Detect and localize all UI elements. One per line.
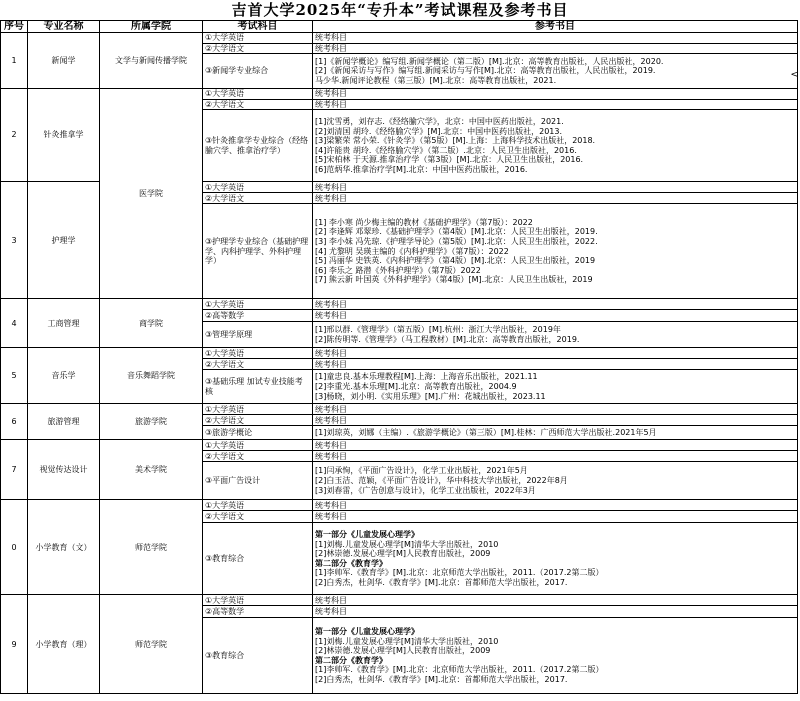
exam-subject: ①大学英语: [203, 33, 313, 44]
reference-line: [4]许能贵 胡玲.《经络腧穴学》（第二版）.北京：人民卫生出版社，2016.: [315, 145, 577, 155]
reference-line: 第一部分《儿童发展心理学》: [315, 627, 419, 637]
table-row: [1, 299, 798, 310]
row-number: 5: [1, 348, 28, 404]
reference-line: 马少华.新闻评论教程（第三版）[M].北京：高等教育出版社，2021.: [315, 75, 557, 85]
college-name: 旅游学院: [100, 404, 203, 440]
reference-line: 第一部分《儿童发展心理学》: [315, 530, 419, 540]
reference-books: [313, 99, 798, 110]
reference-line: [2]林崇德.发展心理学[M]人民教育出版社，2009: [315, 646, 491, 656]
header-college: 所属学院: [100, 21, 203, 33]
reference-line: [2]白秀杰，杜剑华.《教育学》[M].北京：首都师范大学出版社，2017.: [315, 578, 568, 588]
reference-line: [1]刘梅.儿童发展心理学[M]清华大学出版社，2010: [315, 636, 499, 646]
major-name: 针灸推拿学: [28, 89, 100, 182]
reference-books: [313, 618, 798, 694]
exam-subject: ①大学英语: [203, 182, 313, 193]
reference-line: 统考科目: [315, 311, 347, 321]
table-body: [1, 33, 798, 694]
reference-line: [3]梁繁荣 常小荣.《针灸学》（第5版）[M].上海：上海科学技术出版社，2018.: [315, 136, 596, 146]
reference-line: [1]沈雪勇，刘存志.《经络腧穴学》，北京：中国中医药出版社，2021.: [315, 117, 564, 127]
header-major: 专业名称: [28, 21, 100, 33]
reference-books: [313, 370, 798, 404]
reference-line: [3] 李小妹 冯先琼.《护理学导论》（第5版）[M].北京：人民卫生出版社，2022.: [315, 236, 598, 246]
college-name: 医学院: [100, 89, 203, 299]
exam-subject: ③护理学专业综合（基础护理学、内科护理学、外科护理学）: [203, 204, 313, 299]
exam-subject: ③基础乐理 加试专业技能考核: [203, 370, 313, 404]
exam-subject: ③新闻学专业综合: [203, 54, 313, 89]
row-number: 3: [1, 182, 28, 299]
reference-books: [313, 606, 798, 618]
major-name: 视觉传达设计: [28, 440, 100, 500]
header-subject: 考试科目: [203, 21, 313, 33]
reference-line: 第二部分《教育学》: [315, 558, 387, 568]
reference-books: [313, 595, 798, 606]
college-name: 美术学院: [100, 440, 203, 500]
reference-books: [313, 462, 798, 500]
reference-line: 统考科目: [315, 440, 347, 450]
reference-books: [313, 110, 798, 182]
reference-line: [6]范炳华.推拿治疗学[M].北京：中国中医药出版社，2016.: [315, 165, 528, 175]
reference-line: [1]李帅军.《教育学》[M].北京：北京师范大学出版社，2011.（2017.2第二版）: [315, 568, 604, 578]
reference-books: [313, 415, 798, 426]
reference-books: [313, 359, 798, 370]
major-name: 小学教育（理）: [28, 595, 100, 694]
exam-subject: ①大学英语: [203, 595, 313, 606]
reference-line: 统考科目: [315, 182, 347, 192]
reference-books: [313, 182, 798, 193]
reference-line: [2]刘清国 胡玲.《经络腧穴学》[M].北京：中国中医药出版社，2013.: [315, 126, 563, 136]
table-row: [1, 33, 798, 44]
reference-line: 统考科目: [315, 299, 347, 309]
reference-line: 统考科目: [315, 89, 347, 99]
exam-subject: ②大学语文: [203, 43, 313, 54]
exam-subject: ②大学语文: [203, 193, 313, 204]
reference-books: [313, 33, 798, 44]
exam-subject: ①大学英语: [203, 404, 313, 415]
reference-line: 统考科目: [315, 193, 347, 203]
reference-line: 统考科目: [315, 359, 347, 369]
exam-subject: ③管理学原理: [203, 322, 313, 348]
exam-subject: ①大学英语: [203, 348, 313, 359]
reference-line: [1]童忠良.基本乐理教程[M].上海：上海音乐出版社，2021.11: [315, 372, 538, 382]
exam-subject: ②大学语文: [203, 511, 313, 523]
reference-books: [313, 404, 798, 415]
reference-books: [313, 511, 798, 523]
reference-books: [313, 523, 798, 595]
major-name: 旅游管理: [28, 404, 100, 440]
reference-line: 统考科目: [315, 500, 347, 510]
table-row: [1, 500, 798, 511]
row-number: 4: [1, 299, 28, 348]
reference-books: [313, 426, 798, 440]
exam-subject: ②高等数学: [203, 310, 313, 322]
reference-books: [313, 299, 798, 310]
reference-books: [313, 54, 798, 89]
reference-line: [2]陈传明等.《管理学》（马工程教材）[M].北京：高等教育出版社，2019.: [315, 334, 580, 344]
college-name: 文学与新闻传播学院: [100, 33, 203, 89]
exam-subject: ①大学英语: [203, 299, 313, 310]
reference-line: [3]刘春雷，《广告创意与设计》，化学工业出版社，2022年3月: [315, 485, 536, 495]
header-reference: 参考书目: [313, 21, 798, 33]
major-name: 工商管理: [28, 299, 100, 348]
reference-line: 统考科目: [315, 348, 347, 358]
table-row: [1, 595, 798, 606]
reference-line: [1]刘梅.儿童发展心理学[M]清华大学出版社，2010: [315, 539, 499, 549]
college-name: 师范学院: [100, 500, 203, 595]
row-number: 9: [1, 595, 28, 694]
table-row: [1, 89, 798, 100]
exam-subject: ③平面广告设计: [203, 462, 313, 500]
table-row: [1, 348, 798, 359]
exam-subject: ①大学英语: [203, 440, 313, 451]
row-number: 6: [1, 404, 28, 440]
exam-subject: ③教育综合: [203, 523, 313, 595]
reference-line: [7] 熊云新 叶国英《外科护理学》（第4版）[M].北京：人民卫生出版社，2019: [315, 275, 593, 285]
exam-subject: ③旅游学概论: [203, 426, 313, 440]
exam-subject: ①大学英语: [203, 500, 313, 511]
course-table: [0, 20, 798, 694]
major-name: 音乐学: [28, 348, 100, 404]
reference-line: [4] 尤黎明 吴瑛主编的《内科护理学》（第7版）：2022: [315, 246, 509, 256]
reference-line: [5]宋柏林 于天源.推拿治疗学（第3版）[M].北京：人民卫生出版社，2016.: [315, 155, 584, 165]
reference-line: [1] 李小寒 尚少梅主编的教材《基础护理学》（第7版）：2022: [315, 217, 533, 227]
table-row: [1, 404, 798, 415]
reference-line: 统考科目: [315, 43, 347, 53]
edge-mark: <: [790, 70, 798, 80]
exam-subject: ②大学语文: [203, 359, 313, 370]
reference-line: 统考科目: [315, 33, 347, 42]
header-no: 序号: [1, 21, 28, 33]
reference-line: [2]白秀杰，杜剑华.《教育学》[M].北京：首都师范大学出版社，2017.: [315, 675, 568, 685]
reference-line: [6] 李乐之 路潜《外科护理学》（第7版）2022: [315, 265, 481, 275]
reference-books: [313, 89, 798, 100]
reference-books: [313, 451, 798, 462]
reference-books: [313, 500, 798, 511]
reference-line: [5] 冯丽华 史铁英.《内科护理学》（第4版）[M].北京：人民卫生出版社，2019: [315, 256, 596, 266]
reference-line: 统考科目: [315, 451, 347, 461]
reference-books: [313, 322, 798, 348]
reference-line: [1]邢以群.《管理学》（第五版）[M].杭州：浙江大学出版社，2019年: [315, 325, 561, 335]
exam-subject: ③针灸推拿学专业综合（经络腧穴学、推拿治疗学）: [203, 110, 313, 182]
reference-line: 统考科目: [315, 607, 347, 617]
reference-line: [1]闫承恂，《平面广告设计》，化学工业出版社，2021年5月: [315, 466, 528, 476]
table-row: [1, 440, 798, 451]
exam-subject: ②大学语文: [203, 99, 313, 110]
college-name: 师范学院: [100, 595, 203, 694]
major-name: 护理学: [28, 182, 100, 299]
reference-line: [2]李重光.基本乐理[M].北京：高等教育出版社，2004.9: [315, 382, 517, 392]
college-name: 商学院: [100, 299, 203, 348]
reference-line: 统考科目: [315, 99, 347, 109]
exam-subject: ③教育综合: [203, 618, 313, 694]
major-name: 新闻学: [28, 33, 100, 89]
reference-line: [1]李帅军.《教育学》[M].北京：北京师范大学出版社，2011.（2017.2第二版）: [315, 665, 604, 675]
reference-books: [313, 43, 798, 54]
reference-line: [1]《新闻学概论》编写组.新闻学概论（第二版）[M].北京：高等教育出版社，人民出版社，2020.: [315, 56, 664, 66]
row-number: 0: [1, 500, 28, 595]
reference-line: 第二部分《教育学》: [315, 655, 387, 665]
reference-line: [3]杨晓，刘小明.《实用乐理》[M].广州：花城出版社，2023.11: [315, 391, 546, 401]
reference-line: [2]白玉洁、范颖，《平面广告设计》，华中科技大学出版社，2022年8月: [315, 476, 568, 486]
page-title: 吉首大学2025年“专升本”考试课程及参考书目: [231, 1, 569, 19]
reference-line: 统考科目: [315, 404, 347, 414]
exam-subject: ①大学英语: [203, 89, 313, 100]
reference-books: [313, 204, 798, 299]
table-header-row: [1, 21, 798, 33]
row-number: 2: [1, 89, 28, 182]
row-number: 7: [1, 440, 28, 500]
major-name: 小学教育（文）: [28, 500, 100, 595]
reference-books: [313, 193, 798, 204]
reference-books: [313, 310, 798, 322]
reference-line: [2] 李逢辉 邓翠珍.《基础护理学》（第4版）[M].北京：人民卫生出版社，2019.: [315, 227, 598, 237]
reference-line: 统考科目: [315, 415, 347, 425]
reference-line: 统考科目: [315, 512, 347, 522]
exam-subject: ②高等数学: [203, 606, 313, 618]
reference-line: [2]林崇德.发展心理学[M]人民教育出版社，2009: [315, 549, 491, 559]
exam-subject: ②大学语文: [203, 415, 313, 426]
college-name: 音乐舞蹈学院: [100, 348, 203, 404]
reference-books: [313, 348, 798, 359]
reference-line: [1]刘琼英，刘娜（主编）.《旅游学概论》（第三版）[M].桂林：广西师范大学出版社.2021年5月: [315, 428, 657, 438]
reference-books: [313, 440, 798, 451]
reference-line: [2]《新闻采访与写作》编写组.新闻采访与写作[M].北京：高等教育出版社，人民出版社，2019.: [315, 66, 656, 76]
exam-subject: ②大学语文: [203, 451, 313, 462]
row-number: 1: [1, 33, 28, 89]
reference-line: 统考科目: [315, 595, 347, 605]
